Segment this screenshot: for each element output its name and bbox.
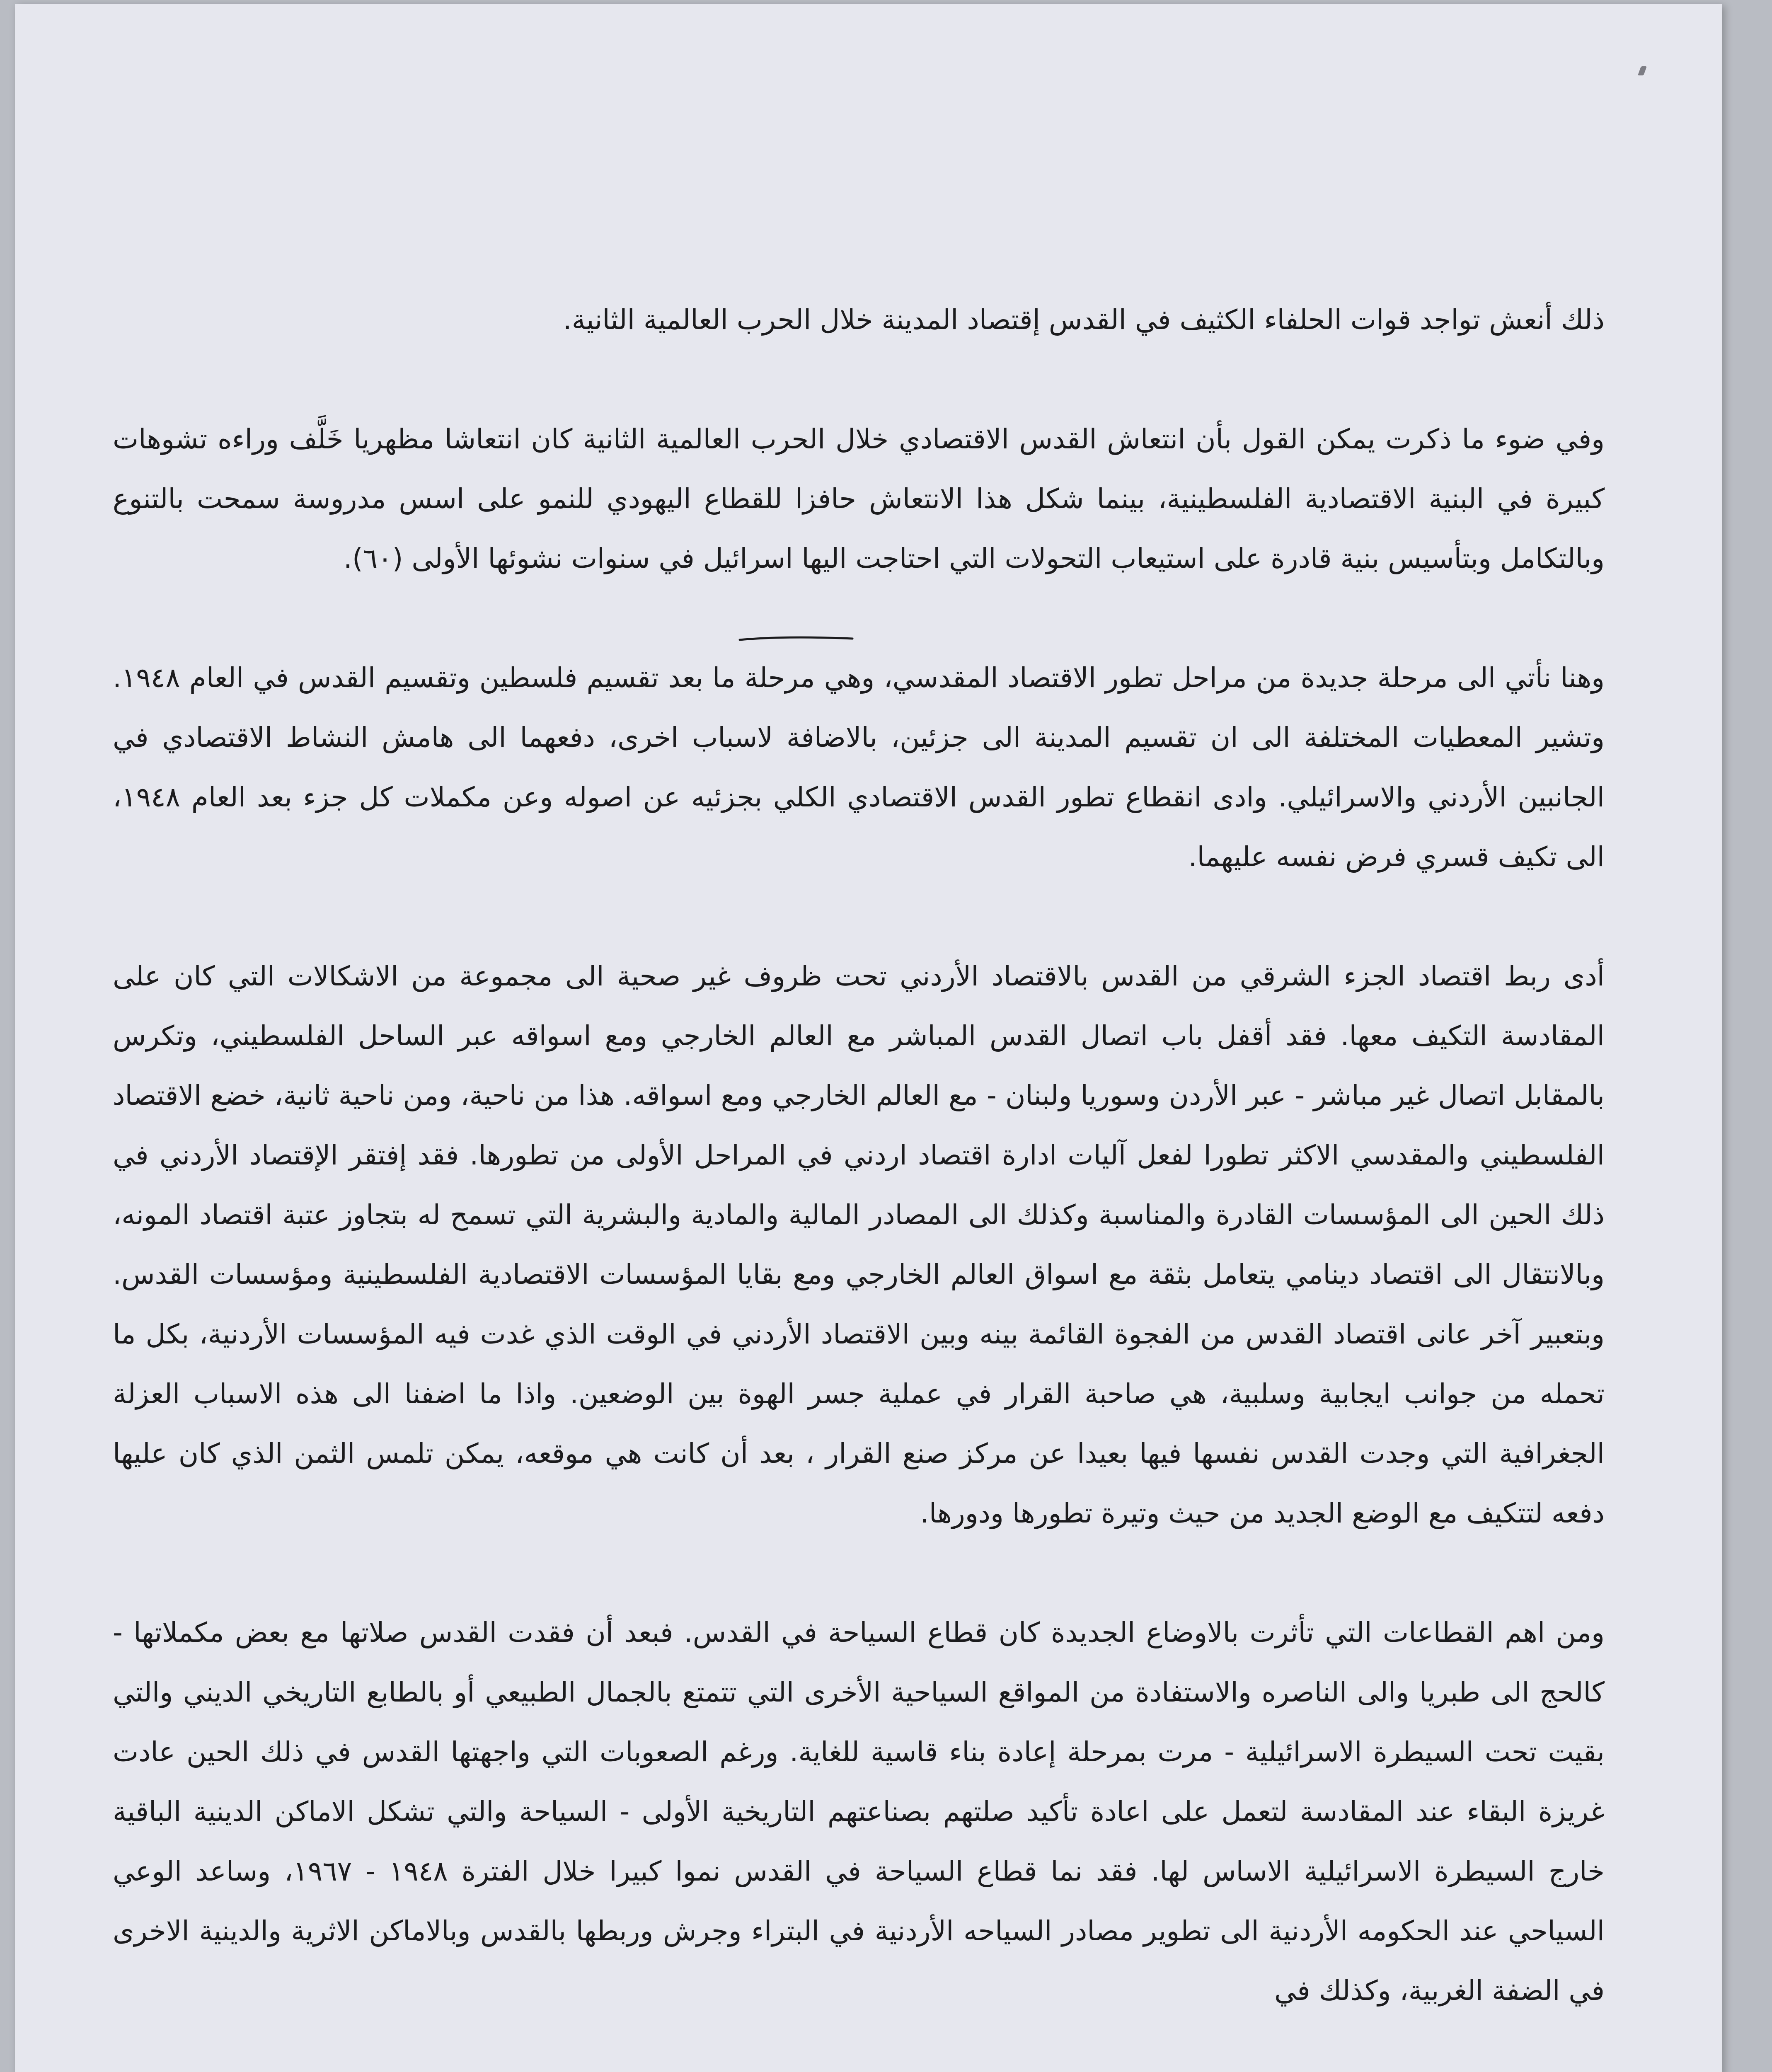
- document-page: [15, 4, 1722, 2072]
- paragraph-1: ذلك أنعش تواجد قوات الحلفاء الكثيف في القدس إقتصاد المدينة خلال الحرب العالمية الثانية.: [563, 304, 1605, 336]
- pen-mark: [1638, 66, 1647, 75]
- paragraph-2: وفي ضوء ما ذكرت يمكن القول بأن انتعاش القدس الاقتصادي خلال الحرب العالمية الثانية كان انتعاشا مظهريا خَلَّف وراءه تشوهات كبيرة في البنية الاقتصادية الفلسطينية، بينما شكل هذا الانتعاش حافزا للقطاع اليهودي للنمو على اسس مدروسة سمحت بالتنوع وبالتكامل وبتأسيس بنية قادرة على استيعاب التحولات التي احتاجت اليها اسرائيل في سنوات نشوئها الأولى (٦٠).: [113, 423, 1605, 574]
- body-text: [113, 290, 1605, 2072]
- paragraph-4: أدى ربط اقتصاد الجزء الشرقي من القدس بالاقتصاد الأردني تحت ظروف غير صحية الى مجموعة من الاشكالات التي كان على المقادسة التكيف معها. فقد أقفل باب اتصال القدس المباشر مع العالم الخارجي ومع اسواقه عبر الساحل الفلسطيني، وتكرس بالمقابل اتصال غير مباشر - عبر الأردن وسوريا ولبنان - مع العالم الخارجي ومع اسواقه. هذا من ناحية، ومن ناحية ثانية، خضع الاقتصاد الفلسطيني والمقدسي الاكثر تطورا لفعل آليات ادارة اقتصاد اردني في المراحل الأولى من تطورها. فقد إفتقر الإقتصاد الأردني في ذلك الحين الى المؤسسات القادرة والمناسبة وكذلك الى المصادر المالية والمادية والبشرية التي تسمح له بتجاوز عتبة اقتصاد المونه، وبالانتقال الى اقتصاد دينامي يتعامل بثقة مع اسواق العالم الخارجي ومع بقايا المؤسسات الاقتصادية الفلسطينية ومؤسسات القدس. وبتعبير آخر عانى اقتصاد القدس من الفجوة القائمة بينه وبين الاقتصاد الأردني في الوقت الذي غدت فيه المؤسسات الأردنية، بكل ما تحمله من جوانب ايجابية وسلبية، هي صاحبة القرار في عملية جسر الهوة بين الوضعين. واذا ما اضفنا الى هذه الاسباب العزلة الجغرافية التي وجدت القدس نفسها فيها بعيدا عن مركز صنع القرار ، بعد أن كانت هي موقعه، يمكن تلمس الثمن الذي كان عليها دفعه لتتكيف مع الوضع الجديد من حيث وتيرة تطورها ودورها.: [113, 960, 1605, 1529]
- handwritten-underline: [738, 635, 854, 643]
- paragraph-5: ومن اهم القطاعات التي تأثرت بالاوضاع الجديدة كان قطاع السياحة في القدس. فبعد أن فقدت القدس صلاتها مع بعض مكملاتها - كالحج الى طبريا والى الناصره والاستفادة من المواقع السياحية الأخرى التي تتمتع بالجمال الطبيعي أو بالطابع التاريخي الديني والتي بقيت تحت السيطرة الاسرائيلية - مرت بمرحلة إعادة بناء قاسية للغاية. ورغم الصعوبات التي واجهتها القدس في ذلك الحين عادت غريزة البقاء عند المقادسة لتعمل على اعادة تأكيد صلتهم بصناعتهم التاريخية الأولى - السياحة والتي تشكل الاماكن الدينية الباقية خارج السيطرة الاسرائيلية الاساس لها. فقد نما قطاع السياحة في القدس نموا كبيرا خلال الفترة ١٩٤٨ - ١٩٦٧، وساعد الوعي السياحي عند الحكومه الأردنية الى تطوير مصادر السياحه الأردنية في البتراء وجرش وربطها بالقدس وبالاماكن الاثرية والدينية الاخرى في الضفة الغربية، وكذلك في: [113, 1617, 1605, 2007]
- paragraph-3: وهنا نأتي الى مرحلة جديدة من مراحل تطور الاقتصاد المقدسي، وهي مرحلة ما بعد تقسيم فلسطين وتقسيم القدس في العام ١٩٤٨. وتشير المعطيات المختلفة الى ان تقسيم المدينة الى جزئين، بالاضافة لاسباب اخرى، دفعهما الى هامش النشاط الاقتصادي في الجانبين الأردني والاسرائيلي. وادى انقطاع تطور القدس الاقتصادي الكلي بجزئيه عن اصوله وعن مكملات كل جزء بعد العام ١٩٤٨، الى تكيف قسري فرض نفسه عليهما.: [113, 662, 1605, 873]
